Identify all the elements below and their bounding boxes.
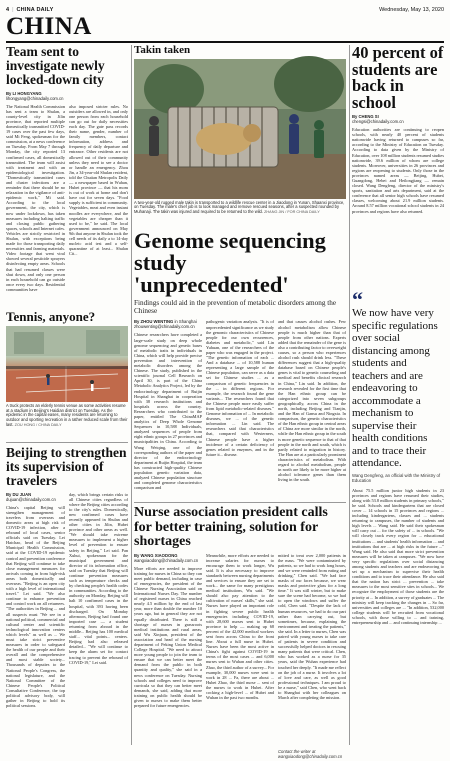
- story-body: China's capital Beijing will strengthen management of travelers from overseas and domestic areas at high risk of COVID-19 infection, after a rebound of local cases, senior officials said on Tuesday. Lei Haichao, head of the Beijing Municipal Health Commission, said at the COVID-19 epidemic control and prevention conference that Beijing will continue to take close management measures for arrivals coming in from high-risk areas both domestically and overseas. "Beijing is an open city with a high level of international travel." Lei said. "We also continue to enhance prevention and control work on all returnees. "The authorities in Beijing ... and all suspects must "We see in a national political, commercial and cultural center and scientific technological innovation centers which levels" as well as ... We must take strict preventive measures in order to safeguard the health of our people and their overall and the comprehensive and most stable society... Thousands of deputies to the National People's Congress, the national legislature, and the National Committee of the Chinese People's Political Consultative Conference, the top political advisory body, will gather in Beijing to hold its political sessions.: [6, 504, 65, 709]
- photo-caption: A two-year-old rugged male takin is transported to a wildlife rescue center in a Jiaodong in Yunan, Shaanxi province, on Tuesday. The male's chief job is to look managed and remove rescued seasons, after a suspected rounded by Muhanaji. The takin was injured and required to be returned to the wild. ZHANG JIN / FOR CHINA DAILY: [134, 199, 345, 215]
- takin-photo: [134, 59, 346, 199]
- story-students-back: [352, 45, 444, 745]
- story-genome: [134, 230, 346, 500]
- story-byline: By WANG XIAODONG wangxiaodong@chinadaily.com.cn: [134, 552, 199, 563]
- takin-photo-block: [134, 45, 346, 227]
- contact-writer: Contact the writer at wangxiaodong@chinadaily.com.cn: [278, 748, 343, 759]
- page-number: 4: [6, 7, 10, 13]
- divider: [134, 502, 346, 503]
- story-body-continued: day, which brings certain risks to all Chinese cities regardless of where the Beijing cities according to the city's rules. Domestically, new confirmed cases have recently appeared in Shulan and other cities in Jilin, Hubei province and other areas as well. "We should take extreme measures to implement a higher level of prevention to ensure safety in Beijing," Lei said. Pan Xuhui, spokesman for the municipal government and director of its information office, said on Tuesday that Beijing will continue prevention measures such as temperature checks and by checking people's health codes in communities. According to the authority on Monday, Beijing will halt 10 confirmed cases in the hospital, with 393 having been discharged. On Monday afternoon, Beijing had found one imported case — a student returning from abroad in the middle... Beijing has 100 medical staff... vital points... centers. Beijing had also released detailed... "We will continue to keep the alarm set for contact tracing to prevent the rebound of COVID-19," Lei said.: [69, 491, 128, 665]
- column-divider: [349, 45, 350, 745]
- tennis-photo: [6, 326, 128, 402]
- story-body-col2: pathogenic variation analysis. "It is of unprecedented significance as we study the genomic characteristics of Chinese people for our own recurrences, diabetes and metabolic," said Lin Yuhuan, one of the researchers of the paper who was engaged in the project. "The genetic information of each ... And a database ... of 10,588 human representing a large sample of the Chinese population, can serve as a data set for Chinese studies ... as a comparison of genetic frequencies in the ... in different regions. For example, the research found the gene variants... The researchers found that the Chinese people more easily suffer from lipid metabolic-related diseases." Genome information of ... In metabolic diseases, we ... of the genetic information ... Lin said. The researchers said that characteristics that, compared with Westerners, Chinese people have a higher incidence of a certain deficiency of genes related to enzymes, and in the future it... disease.: [206, 319, 275, 457]
- tennis-photo-block: [6, 310, 128, 440]
- story-nurse: [134, 505, 346, 759]
- pull-quote: [352, 287, 444, 483]
- issue-date: Wednesday, May 13, 2020: [379, 7, 444, 13]
- photo-caption: A truck protects an elderly tennis venue as some activities resume at a stadium in Beijing's Haidian district on Tuesday. As the epidemic in the capital eases, many residents are returning to outdoor and sporting recreation in a rather reduced scale from their last. ZOU HONG / CHINA DAILY: [6, 402, 128, 428]
- quote-mark-icon: “: [352, 287, 363, 313]
- pull-quote-text: We now have very specific regulations over social distancing among students and teachers and are endeavoring to accommodate a mechanism to supervise their health conditions and to trace their attendance.: [352, 307, 438, 470]
- takin-illustration: [134, 59, 346, 199]
- story-body-continued: also imposed stricter rules. No outsiders are allowed in, and only one person from each household can go out for daily necessities each day. The gate pass records their name, gender, number of family members, contact information, address and frequency of daily departure and entrance. Other residents are not allowed out of their community unless they need to see a doctor or handle an emergency. Zhou Jin, a 34-year-old Shulan resident, told the Chutian Metropolis Daily — a newspaper based in Wuhan, Hubei province — that his mom is out of work at home and don't have out for seven days. "Food supply is sufficient in community. Vegetables, meat and even instant noodles are everywhere, and the vegetables are cheaper than it used to be," he said. The local government announced on May 9th that anyone in Shulan took the cell needs of its daily a to 14-day nucleic acid test and a self-quarantine of at least... Shulan Cit...: [69, 103, 128, 257]
- divider: [6, 442, 128, 443]
- story-body: Chinese researchers have completed a large-scale study on deep whole genome sequencing and genetic bases of metabolic traits in individuals in China, which will help provide precise prevention and intervention of metabolic disorders among the Chinese. The study, published in the scientific journal Cell Research on April 30, is part of the China Metabolic Analytics Project, led by the endocrinology department of Ruijin Hospital in Shanghai in cooperation with 38 research institutions and hospitals across the country. Researchers who contributed to the paper, entitled The ChinaMAP analytics of Deep Whole Genome Sequences in 10,588 Individuals, analyzed sequences of people from eight ethnic groups in 27 provinces and municipalities in China. According to Wang Weiqing, one of the corresponding authors of the paper and director of the endocrinology department at Ruijin Hospital, the team has constructed high-quality Chinese population genetic variation data, analyzed Chinese population structure and completed genome characteristics comparison and: [134, 332, 202, 491]
- story-team-sent: [6, 45, 128, 309]
- story-byline: By DU JUAN dujuan@chinadaily.com.cn: [6, 491, 56, 502]
- story-body: More efforts are needed to improve training for nurses in China so they can meet public demand, including in case of emergencies, the president of the Chinese Nursing Association said on International Nurses Day. The number of registered nurses in China reached nearly 4.5 million by the end of last year, more than double the number 10 years ago, but in general they are not equally distributed. There is still a shortage of nurses in grassroots medical institutions and rural areas, said Wu Xinjuan, president of the association and head of the nursing department of Peking Union Medical College Hospital. "We need to attract more young people to join the team to ensure that we can better meet the demand from the public in both quantity and quality," she said in a news conference on Tuesday. Nursing schools and colleges need to improve curricula so that they can better meet demands, she said, adding that more training on public health should be given to nurses to make them better prepared for future emergencies.: [134, 565, 202, 709]
- story-beijing: [6, 446, 128, 746]
- story-body: The National Health Commission has sent a team to Shulan, a county-level city in Jilin province, that reported multiple domestically transmitted COVID-19 cases over the past few days, said Mi Feng, spokesman for the commission, at a news conference on Tuesday. From May 7 through Monday, the city reported 13 confirmed cases, all domestically transmitted. The team will assist with treatment and with an epidemiological investigation. "Domestically transmitted cases and cluster infections are a reminder that there should be no relaxation in the vigilance of anti-epidemic work," Mi said. According to the local government, the city, which is now under lockdown, has taken measures including halting traffic and closing public gathering spaces, schools and Internet cafes. Vehicles are strictly restricted in Shulan, with exceptions being made for those transporting daily necessities and farming materials. Video footage that went viral showed several pesticide sprayers disinfecting empty areas. Schools that had resumed classes were shut down, and only one person in each household can go outside once every two days. Residential communities have: [6, 103, 65, 292]
- tennis-court-illustration: [6, 326, 128, 402]
- story-headline: Nurse association president calls for better training, solution for shortages: [134, 505, 328, 549]
- story-byline: By CHENG SI chengsi@chinadaily.com.cn: [352, 114, 404, 125]
- story-byline: By LI HONGYANG lihongyang@chinadaily.com.cn: [6, 90, 64, 101]
- story-byline: By ZHOU WENTING in Shanghai zhouwenting@chinadaily.com.cn: [134, 319, 197, 330]
- story-body-col2: Meanwhile, more efforts are needed to increase salaries for nurses to encourage them to work longer, Wu said. It is also necessary to improve standards between nursing departments and services to ensure they are set to work... the same for many prestigious medical institutions, Wu said. "We should also pay attention to the cultivation of nurses' skills," she said. Nurses have played an important role in fighting severe public health emergencies including COVID-19, with 28,600 nurses sent to Hubei province to help — making up 68 percent of the 42,000 medical workers sent from across China to the front line. About a full nurse in Hubei. Nurses have been the most active in China's fight against COVID-19 in terms of the most cases ... and 6,000 nurses sent to Wuhan and other cities. Zhao, the third author of a survey... For example, 30,000 nurses were sent to work in 28 ... Fa, there are about ... Hubei Zhao, the third nurse ... sent of the nurses to work in Hubei. After cocking a high-level ... of Hubei and Wuhan in the past two months.: [206, 552, 274, 701]
- story-headline: Beijing to strengthen its supervision of travelers: [6, 445, 127, 489]
- photo-headline: Tennis, anyone?: [6, 309, 96, 324]
- masthead: 4 | CHINA DAILY Wednesday, May 13, 2020: [6, 7, 444, 13]
- column-divider: [131, 45, 132, 745]
- story-body-col3: mitted to treat over 2,000 patients in the mass. "We were contaminated by patients, so we had to work long hours, and we were reminded from eating and drinking," Chen said. "We had face masks of our faces because, we wear masks and protective glass for a long time." It was still winter, but to make sure the scene had become, so we had to open the windows and suffer the cold, Chen said. "Despite the lack of human resources, we had to do our part rather than carrying out, but sometimes, because, explaining the environment and treating the patients," she said. In a letter to nurses, Chen was paired with young nurses to take care of patients in severe condition and successfully helped doctors in rescuing many patients that were critical. Chen, who has worked as a nurse for 35 years, said the Wuhan experience had touched her deeply. "It made me reflect on the job of a nurse. It involves a lot of love and care, as well as good professional techniques. I am proud to be a nurse," said Chen, who went back to Shanghai with her colleagues on March after completing the mission.: [278, 552, 346, 701]
- photo-headline: Takin taken: [134, 44, 191, 56]
- story-headline: Team sent to investigate newly locked-down city: [6, 44, 105, 88]
- story-headline: Genome sequencing study 'unprecedented': [134, 228, 326, 297]
- brand-name: CHINA DAILY: [16, 7, 54, 13]
- story-body: Education authorities are continuing to reopen schools, with nearly 40 percent of students nationwide having returned to campuses so far, according to the Ministry of Education on Tuesday. According to data given by the Ministry of Education, over 108 million students resumed studies nationwide, 39.6 million of whom are college students. Moreover, universities in 26 provinces and regions are reopening to students. Only those in the provinces named areas — Beijing, Hubei, Guangdong, Hebei and Heilongjiang — remain closed. Wang Dengfeng, director of the ministry's sports, sanitation and arts department, said at the conference that all senior high schools have resumed classes, welcoming about 21.9 million students. Around 8.57 million vocational school students in 24 provinces and regions have also returned.: [352, 127, 445, 214]
- story-body-continued: About 75.5 million junior high students in 23 provinces and regions have resumed their studies, along with 53.8 million students in primary schools," he said. Schools and kindergartens that are closed cover ... 14 schools in 15 provinces and regions ... including kindergartens, classes and ... students returning to campuses, the number of students and high levels ... Wang said. He said their spokesman will carry out ... for the safety of ... in schools. "We will closely track every region for ... educational institutions ... and students' health information ... and institutions that are ... at high risks in the future ..." Wang said. He also said that more strict prevention measures will be taken at campuses. "We now have very specific regulations over social distancing among students and teachers and are endeavoring to set up a mechanism to supervise their health conditions and to trace their attendance. He also said that the nation has strict ... prevention ... take measures to the most sensitive sites in schools... We recognize the employment of those students are the priority at ... In addition, a survey of graduates ... The ministry will keep tracking the changes in ... So far, universities and colleges are ... "In addition, 532,000 college students will be recruited from vocational schools, with those willing to ... and training, entrepreneurship and ... and continuing internship ...: [352, 487, 444, 625]
- story-body-col3: and that causes alcohol rashes. Few alcohol metabolism allow Chinese people is much higher than that of people from other nations. Experts added that the remainder of the gene is also a contributing factor to overweight causes, so a person who experiences alcohol rash should drink less. "These differences suggest that a high-quality database based on Chinese people's genes is vital to genetic counseling and medical and benefits clinical research in China," Lin said. In addition, the research revealed for the first time that the Han ethnic group can be categorized into seven subgroups geographically, across China in the north, including Beijing and Tianjin, and the Han of Gansu and Ningxia. In comparison, the genetic characteristics of the Han ethnic group in central areas of China are more similar in the north, while the Han ethnic group in the south is more genetic sequence to that of that people in the north and south, which is partly related to migration in history. The Han are at a particularly prominent characteristics of metabolism. With regard to alcohol metabolism, people in north are likely to be more higher at alcohol tolerance genes than them living in the south.: [278, 319, 347, 483]
- pull-quote-attribution: Wang Dengfeng, an official with the Ministry of Education: [352, 472, 441, 483]
- section-title: CHINA: [6, 13, 92, 40]
- story-deck: Findings could aid in the prevention of metabolic disorders among the Chinese: [134, 299, 337, 316]
- story-headline: 40 percent of students are back in school: [352, 43, 444, 112]
